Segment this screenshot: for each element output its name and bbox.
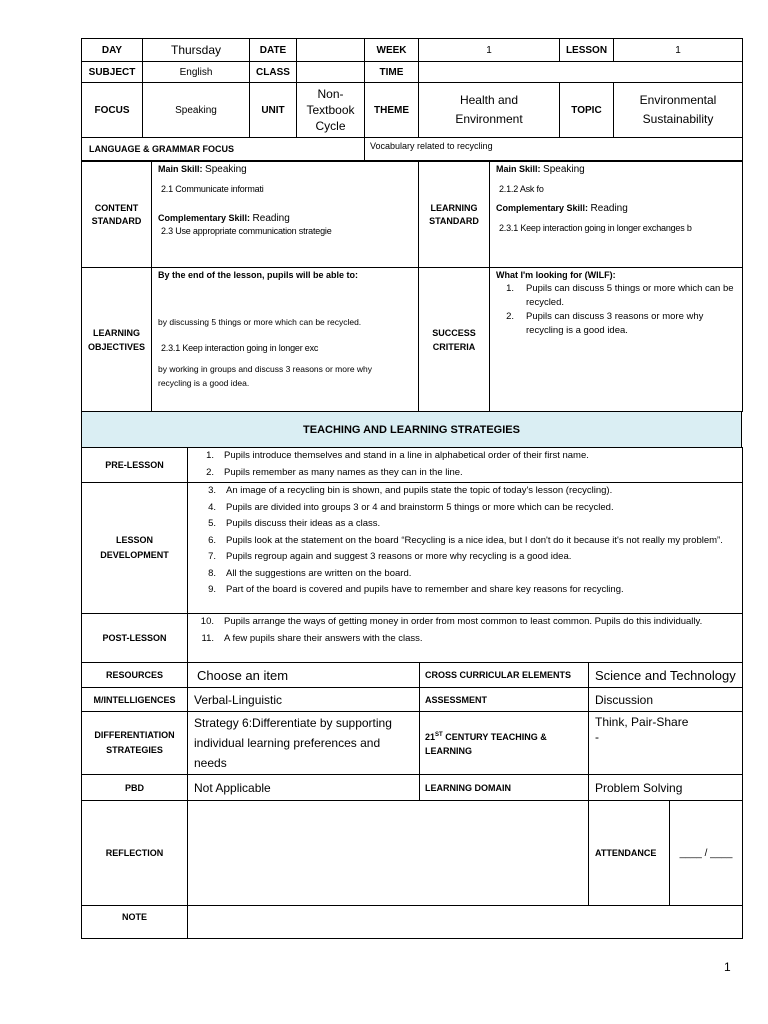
post-lesson-list <box>188 614 742 647</box>
development-list <box>188 483 742 599</box>
list-item <box>194 483 734 500</box>
learning-main-item: 2.1.2 Ask fo <box>499 184 544 194</box>
success-criteria-item <box>492 282 736 310</box>
date-value <box>297 39 365 62</box>
attendance-value[interactable]: ____ / ____ <box>670 801 743 906</box>
content-standard-label: CONTENT STANDARD <box>82 162 152 268</box>
note-value[interactable] <box>188 906 743 939</box>
learning-main-skill-label: Main Skill: <box>496 164 541 174</box>
learning-domain-value: Problem Solving <box>589 775 743 801</box>
success-item-text: Pupils can discuss 3 reasons or more why recycling is a good idea. <box>526 311 704 336</box>
date-label: DATE <box>250 39 297 62</box>
intelligences-label: M/INTELLIGENCES <box>82 688 188 712</box>
focus-label: FOCUS <box>82 83 143 138</box>
reflection-value[interactable] <box>188 801 589 906</box>
list-item-number: 4. <box>208 501 216 513</box>
learning-objectives-label: LEARNING OBJECTIVES <box>82 268 152 412</box>
post-lesson-label: POST-LESSON <box>82 614 188 663</box>
lesson-value: 1 <box>614 39 743 62</box>
list-item <box>192 614 734 631</box>
content-main-skill-label: Main Skill: <box>158 164 203 174</box>
list-item-number: 6. <box>208 534 216 546</box>
success-criteria-cell <box>490 268 743 412</box>
content-standard-cell <box>152 162 419 268</box>
reflection-label: REFLECTION <box>82 801 188 906</box>
century-learning-label <box>420 712 589 775</box>
strategies-banner <box>81 411 742 448</box>
day-value: Thursday <box>143 39 250 62</box>
success-intro: What I'm looking for (WILF): <box>496 270 616 280</box>
list-item-number: 11. <box>201 632 214 644</box>
page-number: 1 <box>724 960 731 974</box>
topic-value: Environmental Sustainability <box>614 83 743 138</box>
objectives-intro: By the end of the lesson, pupils will be able to: <box>158 270 359 280</box>
list-item <box>194 566 734 583</box>
post-lesson-cell <box>188 614 743 663</box>
century-learning-value: Think, Pair-Share <box>595 715 689 729</box>
learning-main-skill: Speaking <box>543 164 585 175</box>
objective-line-2: 2.3.1 Keep interaction going in longer exc <box>161 343 319 353</box>
pbd-label: PBD <box>82 775 188 801</box>
list-item-text: Pupils introduce themselves and stand in a line in alphabetical order of their first name. <box>224 450 589 461</box>
century-label-text: CENTURY TEACHING & LEARNING <box>425 732 547 756</box>
development-cell <box>188 483 743 614</box>
focus-value: Speaking <box>143 83 250 138</box>
list-item-text: A few pupils share their answers with the class. <box>224 632 423 644</box>
day-label: DAY <box>82 39 143 62</box>
unit-label: UNIT <box>250 83 297 138</box>
week-label: WEEK <box>365 39 419 62</box>
resources-label: RESOURCES <box>82 663 188 688</box>
content-comp-skill-label: Complementary Skill: <box>158 213 251 223</box>
list-item-number: 9. <box>208 584 216 595</box>
lesson-stages-table <box>81 447 743 663</box>
list-item-text: Pupils discuss their ideas as a class. <box>226 518 381 529</box>
list-item <box>192 465 742 482</box>
time-label: TIME <box>365 62 419 83</box>
cross-curricular-label: CROSS CURRICULAR ELEMENTS <box>420 663 589 688</box>
century-label-sup: ST <box>435 732 443 738</box>
list-item <box>194 533 734 550</box>
success-item-text: Pupils can discuss 5 things or more which can be recycled. <box>526 283 734 308</box>
lesson-plan-header-table <box>81 38 743 161</box>
list-item-text: Pupils regroup again and suggest 3 reasons or more why recycling is a good idea. <box>226 551 572 562</box>
learning-standard-label: LEARNING STANDARD <box>419 162 490 268</box>
list-item <box>194 516 734 533</box>
century-learning-extra: - <box>595 730 599 744</box>
cross-curricular-value: Science and Technology <box>589 663 743 688</box>
list-item-number: 3. <box>208 485 216 496</box>
language-focus-label: LANGUAGE & GRAMMAR FOCUS <box>82 138 365 161</box>
pre-lesson-list <box>188 448 742 481</box>
list-item-number: 5. <box>208 518 216 529</box>
learning-comp-item: 2.3.1 Keep interaction going in longer exchanges b <box>499 223 692 233</box>
pre-lesson-label: PRE-LESSON <box>82 448 188 483</box>
learning-domain-label: LEARNING DOMAIN <box>420 775 589 801</box>
learning-objectives-cell <box>152 268 419 412</box>
subject-value: English <box>143 62 250 83</box>
list-item-text: Pupils are divided into groups 3 or 4 and brainstorm 5 things or more which can be recycled. <box>226 501 614 513</box>
resources-value[interactable]: Choose an item <box>188 663 420 688</box>
list-item <box>192 448 742 465</box>
learning-comp-skill: Reading <box>590 203 628 214</box>
unit-value: Non-Textbook Cycle <box>297 83 365 138</box>
differentiation-label: DIFFERENTIATION STRATEGIES <box>82 712 188 775</box>
list-item-text: Pupils remember as many names as they can in the line. <box>224 466 463 478</box>
century-learning-cell <box>589 712 743 775</box>
content-main-skill: Speaking <box>205 164 247 175</box>
list-item-number: 1. <box>206 450 214 461</box>
strategies-title: TEACHING AND LEARNING STRATEGIES <box>82 412 742 448</box>
content-comp-skill: Reading <box>252 213 290 224</box>
lesson-label: LESSON <box>560 39 614 62</box>
attendance-label: ATTENDANCE <box>589 801 670 906</box>
theme-value: Health and Environment <box>419 83 560 138</box>
language-focus-value: Vocabulary related to recycling <box>365 138 743 161</box>
list-item <box>194 549 734 566</box>
list-item-text: An image of a recycling bin is shown, and pupils state the topic of today's lesson (recycling). <box>226 485 613 496</box>
week-value: 1 <box>419 39 560 62</box>
list-item <box>194 582 734 599</box>
standards-table <box>81 161 743 412</box>
assessment-label: ASSESSMENT <box>420 688 589 712</box>
note-label: NOTE <box>82 906 188 939</box>
list-item-number: 8. <box>208 567 216 579</box>
list-item-number: 2. <box>206 466 214 478</box>
objective-line-1: by discussing 5 things or more which can be recycled. <box>158 317 362 327</box>
list-item <box>192 631 734 648</box>
subject-label: SUBJECT <box>82 62 143 83</box>
content-main-item: 2.1 Communicate informati <box>161 184 264 194</box>
differentiation-value: Strategy 6:Differentiate by supporting individual learning preferences and needs <box>188 712 420 775</box>
list-item-text: All the suggestions are written on the board. <box>226 567 412 579</box>
pbd-value: Not Applicable <box>188 775 420 801</box>
intelligences-value: Verbal-Linguistic <box>188 688 420 712</box>
topic-label: TOPIC <box>560 83 614 138</box>
success-criteria-label: SUCCESS CRITERIA <box>419 268 490 412</box>
list-item-text: Pupils arrange the ways of getting money in order from most common to least common. Pupils do this individually. <box>224 616 703 627</box>
success-item-number: 2. <box>506 311 514 322</box>
century-label-number: 21 <box>425 732 436 742</box>
learning-standard-cell <box>490 162 743 268</box>
pre-lesson-cell <box>188 448 743 483</box>
class-label: CLASS <box>250 62 297 83</box>
development-label: LESSON DEVELOPMENT <box>82 483 188 614</box>
success-criteria-item <box>492 310 736 338</box>
class-value <box>297 62 365 83</box>
objective-line-3: by working in groups and discuss 3 reasons or more why recycling is a good idea. <box>158 364 373 388</box>
list-item-number: 7. <box>208 551 216 562</box>
assessment-value: Discussion <box>589 688 743 712</box>
time-value <box>419 62 743 83</box>
list-item-text: Pupils look at the statement on the board “Recycling is a nice idea, but I don't do it because it's not really my problem”. <box>226 534 723 546</box>
success-item-number: 1. <box>506 283 514 294</box>
lesson-footer-table <box>81 662 743 939</box>
list-item-text: Part of the board is covered and pupils have to remember and share key reasons for recycling. <box>226 584 624 595</box>
success-criteria-list <box>490 280 742 338</box>
list-item <box>194 500 734 517</box>
theme-label: THEME <box>365 83 419 138</box>
learning-comp-skill-label: Complementary Skill: <box>496 203 589 213</box>
list-item-number: 10. <box>200 616 214 627</box>
content-comp-item: 2.3 Use appropriate communication strategie <box>161 226 332 236</box>
